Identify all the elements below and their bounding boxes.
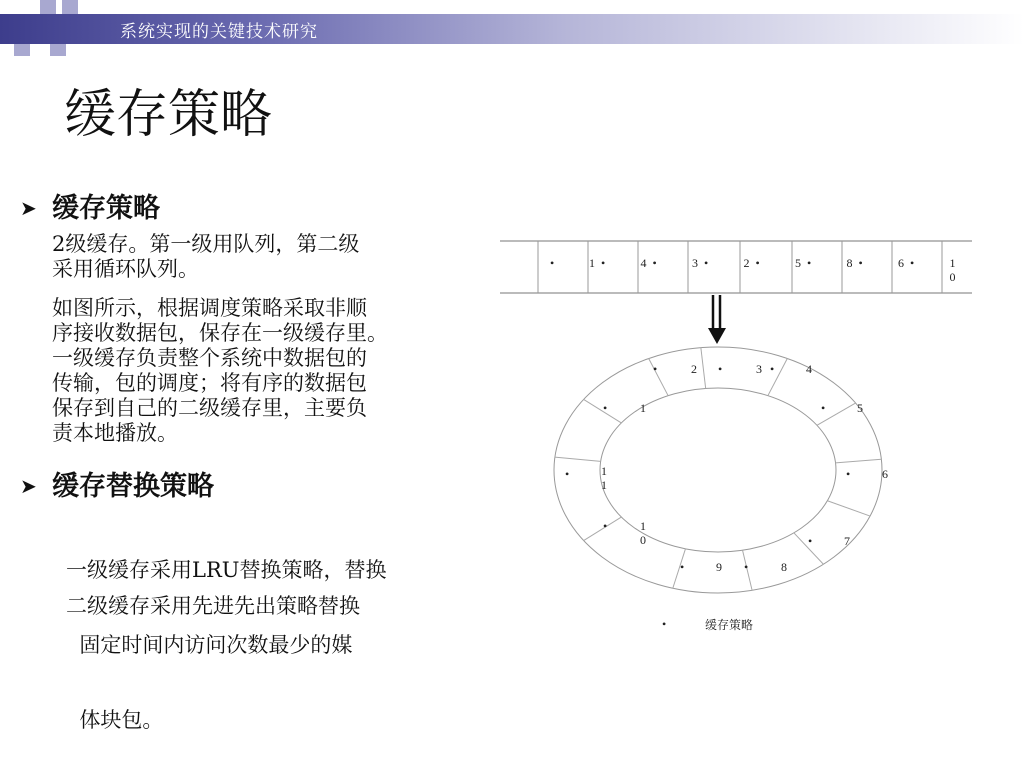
diagram-caption: 缓存策略 [705, 618, 754, 632]
ring-segment-label: 6 [882, 467, 888, 481]
ring-segment-divider [827, 501, 870, 516]
ring-dot-icon: • [846, 467, 851, 481]
caption-bullet-icon: • [662, 617, 667, 631]
queue-cell-label: 2 [743, 256, 750, 270]
queue-cell-label: 1 0 [949, 256, 956, 284]
queue-cell-label: 1 [589, 256, 595, 270]
ring-segment-divider [701, 348, 706, 389]
ring-dot-icon: • [565, 467, 570, 481]
queue-cell-label: 6 [898, 256, 904, 270]
down-arrow-icon [708, 295, 726, 344]
ring-segment-label: 1 [640, 401, 646, 415]
queue [500, 241, 972, 293]
queue-cell-label: 5 [795, 256, 801, 270]
ring-dot-icon: • [821, 401, 826, 415]
queue-dot-icon: • [652, 256, 657, 270]
text-line: 责本地播放。 [52, 421, 178, 445]
text-line: 二级缓存采用先进先出策略替换 [66, 594, 360, 618]
text-line: 一级缓存负责整个系统中数据包的 [52, 346, 367, 370]
ring-dot-icon: • [603, 401, 608, 415]
circular-queue [554, 347, 888, 593]
text-line: 保存到自己的二级缓存里，主要负 [52, 396, 367, 420]
queue-dot-icon: • [755, 256, 760, 270]
ring-segment-divider [649, 359, 668, 396]
text-line: 如图所示，根据调度策略采取非顺 [52, 296, 367, 320]
section-title: 系统实现的关键技术研究 [120, 22, 318, 42]
bullet-heading: 缓存替换策略 [52, 471, 214, 502]
queue-dot-icon: • [704, 256, 709, 270]
ring-segment-label: 9 [716, 560, 722, 574]
ring-segment-label: 8 [781, 560, 787, 574]
ring-dot-icon: • [653, 362, 658, 376]
slide-title: 缓存策略 [64, 85, 273, 145]
ring-segment-label: 1 0 [640, 519, 646, 547]
text-line: 一级缓存采用LRU替换策略，替换 [66, 558, 387, 582]
ring-dot-icon: • [680, 560, 685, 574]
text-line: 固定时间内访问次数最少的媒 [66, 633, 353, 657]
ring-dot-icon: • [744, 560, 749, 574]
ring-segment-label: 2 [691, 362, 697, 376]
queue-dot-icon: • [807, 256, 812, 270]
ring-dot-icon: • [808, 534, 813, 548]
ring-segment-divider [555, 457, 601, 461]
text-line: 传输，包的调度；将有序的数据包 [52, 371, 367, 395]
ring-segment-label: 7 [844, 534, 850, 548]
text-line: 序接收数据包，保存在一级缓存里。 [52, 321, 388, 345]
queue-cell-label: 4 [640, 256, 647, 270]
queue-dot-icon: • [910, 256, 915, 270]
ring-segment-label: 4 [806, 362, 812, 376]
queue-dot-icon: • [858, 256, 863, 270]
ring-segment-label: 5 [857, 401, 863, 415]
ring-dot-icon: • [603, 519, 608, 533]
text-line: 2级缓存。第一级用队列，第二级 [52, 232, 360, 256]
queue-cell-label: 3 [692, 256, 698, 270]
queue-cell-label: 8 [846, 256, 853, 270]
bullet-arrow-icon: ➤ [20, 196, 37, 220]
text-line: 体块包。 [66, 708, 164, 732]
queue-dot-icon: • [550, 256, 555, 270]
bullet-arrow-icon: ➤ [20, 474, 37, 498]
ring-dot-icon: • [770, 362, 775, 376]
queue-dot-icon: • [601, 256, 606, 270]
ring-segment-divider [836, 459, 882, 463]
bullet-heading: 缓存策略 [52, 193, 160, 224]
text-line: 采用循环队列。 [52, 257, 199, 281]
ring-dot-icon: • [718, 362, 723, 376]
ring-segment-label: 1 1 [601, 464, 607, 492]
ring-segment-label: 3 [756, 362, 762, 376]
